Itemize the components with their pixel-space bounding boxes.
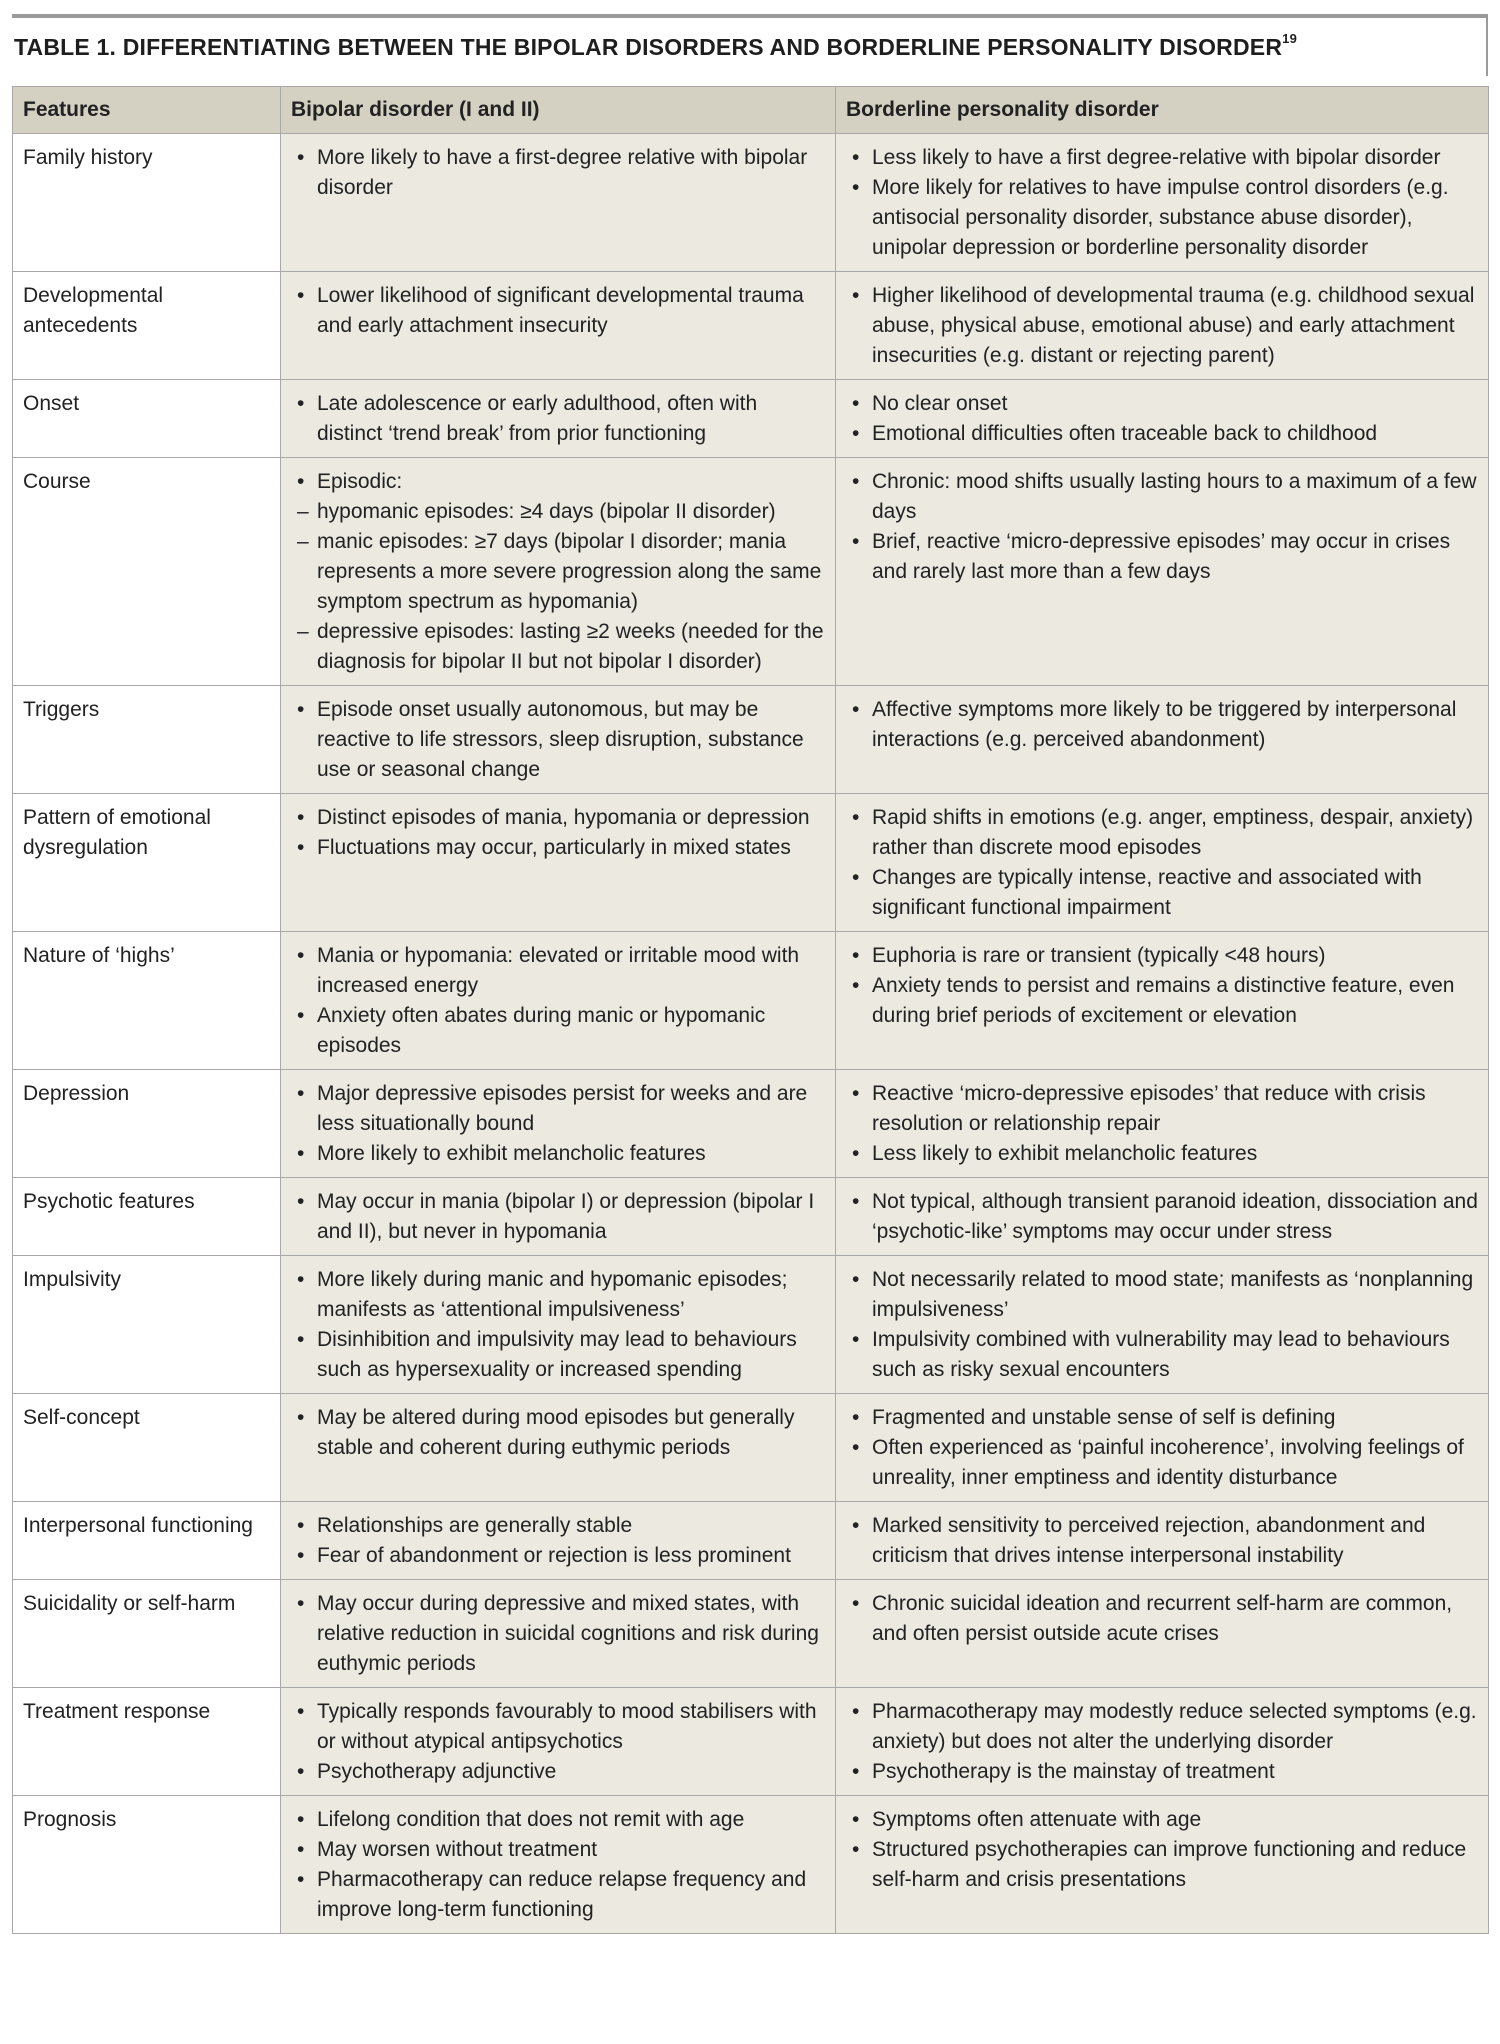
feature-cell: Prognosis <box>13 1796 281 1934</box>
bullet-item: • Anxiety tends to persist and remains a distinctive feature, even during brief periods of excitement or elevation <box>846 971 1478 1031</box>
borderline-cell <box>836 794 1489 932</box>
feature-cell: Psychotic features <box>13 1178 281 1256</box>
bullet-item: • Often experienced as ‘painful incoherence’, involving feelings of unreality, inner emptiness and identity disturbance <box>846 1433 1478 1493</box>
bullet-item: • Major depressive episodes persist for weeks and are less situationally bound <box>291 1079 825 1139</box>
feature-cell: Developmental antecedents <box>13 272 281 380</box>
borderline-list <box>846 1403 1478 1493</box>
bullet-item: • Euphoria is rare or transient (typically <48 hours) <box>846 941 1478 971</box>
bipolar-list <box>291 1403 825 1463</box>
bullet-item: • Affective symptoms more likely to be triggered by interpersonal interactions (e.g. perceived abandonment) <box>846 695 1478 755</box>
bullet-item: • Rapid shifts in emotions (e.g. anger, emptiness, despair, anxiety) rather than discrete mood episodes <box>846 803 1478 863</box>
bullet-item: • Distinct episodes of mania, hypomania or depression <box>291 803 825 833</box>
bullet-item: • Brief, reactive ‘micro-depressive episodes’ may occur in crises and rarely last more than a few days <box>846 527 1478 587</box>
bullet-item: • Chronic: mood shifts usually lasting hours to a maximum of a few days <box>846 467 1478 527</box>
borderline-cell <box>836 380 1489 458</box>
table-row <box>13 1688 1489 1796</box>
bullet-item: • Pharmacotherapy can reduce relapse frequency and improve long-term functioning <box>291 1865 825 1925</box>
bullet-item: • May be altered during mood episodes but generally stable and coherent during euthymic periods <box>291 1403 825 1463</box>
bipolar-list <box>291 1697 825 1787</box>
bullet-item: • Less likely to have a first degree-relative with bipolar disorder <box>846 143 1478 173</box>
bullet-item: • Episodic: <box>291 467 825 497</box>
bipolar-list <box>291 281 825 341</box>
borderline-list <box>846 1805 1478 1895</box>
bipolar-cell <box>281 794 836 932</box>
borderline-cell <box>836 1394 1489 1502</box>
borderline-list <box>846 1265 1478 1385</box>
bipolar-cell <box>281 1580 836 1688</box>
bipolar-cell <box>281 1502 836 1580</box>
bipolar-list <box>291 467 825 677</box>
table-row <box>13 380 1489 458</box>
bipolar-cell <box>281 1688 836 1796</box>
borderline-list <box>846 1511 1478 1571</box>
table-title <box>14 30 1298 61</box>
borderline-cell <box>836 1688 1489 1796</box>
bullet-item: • No clear onset <box>846 389 1478 419</box>
feature-cell: Impulsivity <box>13 1256 281 1394</box>
bullet-item: • Disinhibition and impulsivity may lead to behaviours such as hypersexuality or increased spending <box>291 1325 825 1385</box>
table-row <box>13 1394 1489 1502</box>
borderline-list <box>846 467 1478 587</box>
borderline-cell <box>836 932 1489 1070</box>
bullet-item: • Fear of abandonment or rejection is less prominent <box>291 1541 825 1571</box>
bullet-item: • Lower likelihood of significant developmental trauma and early attachment insecurity <box>291 281 825 341</box>
dash-item: – hypomanic episodes: ≥4 days (bipolar II disorder) <box>291 497 825 527</box>
table-title-text: TABLE 1. DIFFERENTIATING BETWEEN THE BIPOLAR DISORDERS AND BORDERLINE PERSONALITY DISORDER <box>14 33 1283 60</box>
table-row <box>13 1256 1489 1394</box>
borderline-cell <box>836 1256 1489 1394</box>
borderline-cell <box>836 134 1489 272</box>
feature-cell: Interpersonal functioning <box>13 1502 281 1580</box>
bullet-item: • Symptoms often attenuate with age <box>846 1805 1478 1835</box>
bullet-item: • Not necessarily related to mood state; manifests as ‘nonplanning impulsiveness’ <box>846 1265 1478 1325</box>
bullet-item: • Impulsivity combined with vulnerability may lead to behaviours such as risky sexual encounters <box>846 1325 1478 1385</box>
bipolar-cell <box>281 1178 836 1256</box>
bullet-item: • Pharmacotherapy may modestly reduce selected symptoms (e.g. anxiety) but does not alter the underlying disorder <box>846 1697 1478 1757</box>
bullet-item: • More likely during manic and hypomanic episodes; manifests as ‘attentional impulsiveness’ <box>291 1265 825 1325</box>
bipolar-list <box>291 803 825 863</box>
bullet-item: • Late adolescence or early adulthood, often with distinct ‘trend break’ from prior functioning <box>291 389 825 449</box>
bullet-item: • Not typical, although transient paranoid ideation, dissociation and ‘psychotic-like’ symptoms may occur under stress <box>846 1187 1478 1247</box>
bullet-item: • May occur in mania (bipolar I) or depression (bipolar I and II), but never in hypomania <box>291 1187 825 1247</box>
dash-item: – manic episodes: ≥7 days (bipolar I disorder; mania represents a more severe progression along the same symptom spectrum as hypomania) <box>291 527 825 617</box>
feature-cell: Treatment response <box>13 1688 281 1796</box>
table-row <box>13 794 1489 932</box>
bipolar-cell <box>281 1796 836 1934</box>
table-row <box>13 1178 1489 1256</box>
feature-cell: Nature of ‘highs’ <box>13 932 281 1070</box>
bullet-item: • Typically responds favourably to mood stabilisers with or without atypical antipsychotics <box>291 1697 825 1757</box>
feature-cell: Pattern of emotional dysregulation <box>13 794 281 932</box>
borderline-cell <box>836 1070 1489 1178</box>
bipolar-list <box>291 143 825 203</box>
bipolar-list <box>291 695 825 785</box>
dash-item: – depressive episodes: lasting ≥2 weeks (needed for the diagnosis for bipolar II but not bipolar I disorder) <box>291 617 825 677</box>
table-body <box>13 134 1489 1934</box>
title-reference: 19 <box>1282 30 1298 46</box>
borderline-cell <box>836 458 1489 686</box>
bipolar-cell <box>281 1070 836 1178</box>
table-row <box>13 134 1489 272</box>
borderline-cell <box>836 1502 1489 1580</box>
borderline-list <box>846 1187 1478 1247</box>
borderline-cell <box>836 1178 1489 1256</box>
bipolar-list <box>291 1265 825 1385</box>
header-features: Features <box>13 87 281 134</box>
borderline-list <box>846 1697 1478 1787</box>
table-row <box>13 686 1489 794</box>
bullet-item: • More likely for relatives to have impulse control disorders (e.g. antisocial personality disorder, substance abuse disorder), unipolar depression or borderline personality disorder <box>846 173 1478 263</box>
borderline-list <box>846 941 1478 1031</box>
bullet-item: • May occur during depressive and mixed states, with relative reduction in suicidal cognitions and risk during euthymic periods <box>291 1589 825 1679</box>
table-row <box>13 1580 1489 1688</box>
borderline-list <box>846 389 1478 449</box>
bipolar-list <box>291 1079 825 1169</box>
bullet-item: • Lifelong condition that does not remit with age <box>291 1805 825 1835</box>
borderline-list <box>846 803 1478 923</box>
bullet-item: • Psychotherapy adjunctive <box>291 1757 825 1787</box>
borderline-cell <box>836 1580 1489 1688</box>
bullet-item: • Chronic suicidal ideation and recurrent self-harm are common, and often persist outside acute crises <box>846 1589 1478 1649</box>
bipolar-list <box>291 941 825 1061</box>
table-row <box>13 458 1489 686</box>
bipolar-list <box>291 389 825 449</box>
bullet-item: • Less likely to exhibit melancholic features <box>846 1139 1478 1169</box>
table-title-bar <box>12 14 1488 76</box>
sub-list-wrapper <box>291 497 825 677</box>
bullet-item: • May worsen without treatment <box>291 1835 825 1865</box>
bullet-item: • Episode onset usually autonomous, but may be reactive to life stressors, sleep disruption, substance use or seasonal change <box>291 695 825 785</box>
table-row <box>13 1502 1489 1580</box>
bullet-item: • Relationships are generally stable <box>291 1511 825 1541</box>
bullet-item: • Anxiety often abates during manic or hypomanic episodes <box>291 1001 825 1061</box>
bipolar-list <box>291 1805 825 1925</box>
header-row <box>13 87 1489 134</box>
bipolar-list <box>291 1589 825 1679</box>
bipolar-cell <box>281 134 836 272</box>
borderline-list <box>846 281 1478 371</box>
feature-cell: Onset <box>13 380 281 458</box>
borderline-list <box>846 1079 1478 1169</box>
sub-list <box>291 497 825 677</box>
feature-cell: Suicidality or self-harm <box>13 1580 281 1688</box>
borderline-list <box>846 1589 1478 1649</box>
borderline-cell <box>836 1796 1489 1934</box>
table-row <box>13 272 1489 380</box>
comparison-table <box>12 86 1489 1934</box>
bullet-item: • More likely to have a first-degree relative with bipolar disorder <box>291 143 825 203</box>
header-bipolar: Bipolar disorder (I and II) <box>281 87 836 134</box>
bullet-item: • Reactive ‘micro-depressive episodes’ that reduce with crisis resolution or relationship repair <box>846 1079 1478 1139</box>
bipolar-cell <box>281 458 836 686</box>
bullet-item: • Changes are typically intense, reactive and associated with significant functional impairment <box>846 863 1478 923</box>
bipolar-cell <box>281 272 836 380</box>
feature-cell: Depression <box>13 1070 281 1178</box>
bullet-item: • Fragmented and unstable sense of self is defining <box>846 1403 1478 1433</box>
bullet-item: • Mania or hypomania: elevated or irritable mood with increased energy <box>291 941 825 1001</box>
table-row <box>13 1796 1489 1934</box>
bipolar-cell <box>281 932 836 1070</box>
bullet-item: • Emotional difficulties often traceable back to childhood <box>846 419 1478 449</box>
table-figure <box>12 14 1488 1934</box>
bullet-item: • Fluctuations may occur, particularly in mixed states <box>291 833 825 863</box>
borderline-list <box>846 695 1478 755</box>
bullet-item: • More likely to exhibit melancholic features <box>291 1139 825 1169</box>
bipolar-cell <box>281 686 836 794</box>
feature-cell: Course <box>13 458 281 686</box>
borderline-cell <box>836 686 1489 794</box>
table-row <box>13 1070 1489 1178</box>
bullet-item: • Marked sensitivity to perceived rejection, abandonment and criticism that drives intense interpersonal instability <box>846 1511 1478 1571</box>
table-row <box>13 932 1489 1070</box>
bipolar-cell <box>281 1394 836 1502</box>
bullet-item: • Higher likelihood of developmental trauma (e.g. childhood sexual abuse, physical abuse, emotional abuse) and early attachment insecurities (e.g. distant or rejecting parent) <box>846 281 1478 371</box>
feature-cell: Triggers <box>13 686 281 794</box>
bipolar-list <box>291 1511 825 1571</box>
feature-cell: Family history <box>13 134 281 272</box>
feature-cell: Self-concept <box>13 1394 281 1502</box>
borderline-cell <box>836 272 1489 380</box>
bipolar-cell <box>281 1256 836 1394</box>
bipolar-cell <box>281 380 836 458</box>
bipolar-list <box>291 1187 825 1247</box>
borderline-list <box>846 143 1478 263</box>
bullet-item: • Psychotherapy is the mainstay of treatment <box>846 1757 1478 1787</box>
bullet-item: • Structured psychotherapies can improve functioning and reduce self-harm and crisis presentations <box>846 1835 1478 1895</box>
header-borderline: Borderline personality disorder <box>836 87 1489 134</box>
